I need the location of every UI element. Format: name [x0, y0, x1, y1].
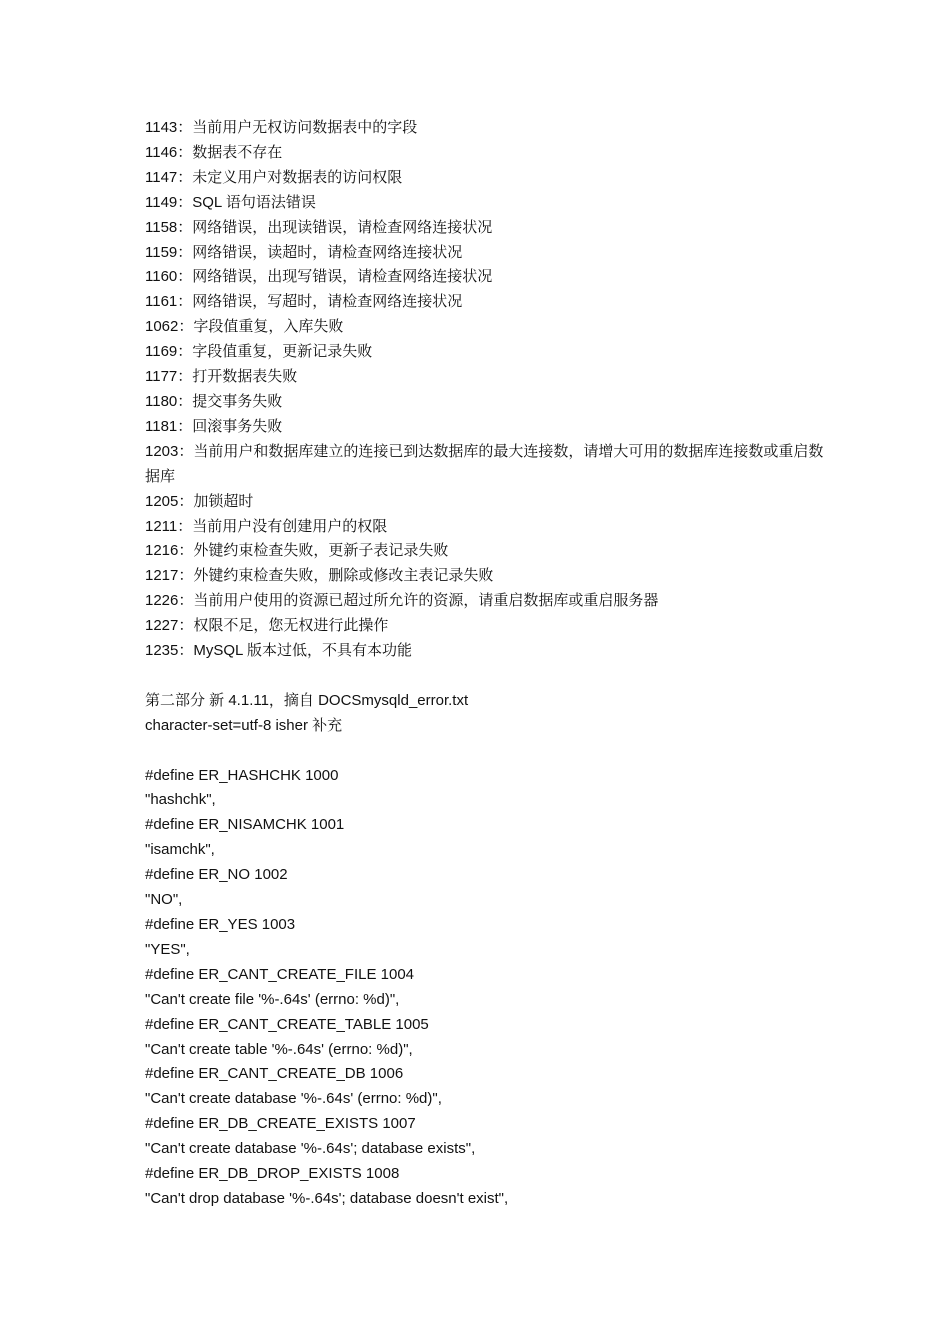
define-line: #define ER_DB_DROP_EXISTS 1008: [145, 1165, 400, 1183]
error-code-line-1143: 1143：当前用户无权访问数据表中的字段: [145, 119, 418, 136]
error-code-line-1205: 1205：加锁超时: [145, 492, 254, 510]
message-line: "hashchk",: [145, 791, 216, 809]
message-line: "YES",: [145, 940, 190, 958]
section-title: 第二部分 新 4.1.11，摘自 DOCSmysqld_error.txt: [145, 691, 469, 709]
error-code-line-1216: 1216：外键约束检查失败，更新子表记录失败: [145, 542, 449, 560]
error-code-line-1169: 1169：字段值重复，更新记录失败: [145, 343, 373, 361]
define-line: #define ER_NISAMCHK 1001: [145, 816, 345, 834]
define-line: #define ER_CANT_CREATE_FILE 1004: [145, 965, 415, 983]
message-line: "Can't create file '%-.64s' (errno: %d)",: [145, 990, 400, 1008]
error-code-line-1177: 1177：打开数据表失败: [145, 368, 298, 386]
message-line: "isamchk",: [145, 841, 215, 859]
section-heading: [145, 689, 825, 739]
document-body: [145, 116, 825, 1212]
error-code-line-1211: 1211：当前用户没有创建用户的权限: [145, 517, 388, 535]
section-charset-note: character-set=utf-8 isher 补充: [145, 716, 343, 734]
error-code-line-1062: 1062：字段值重复，入库失败: [145, 318, 344, 336]
error-code-line-1226: 1226：当前用户使用的资源已超过所允许的资源，请重启数据库或重启服务器: [145, 592, 659, 610]
blank-line: [145, 664, 825, 689]
message-line: "Can't drop database '%-.64s'; database doesn't exist",: [145, 1189, 509, 1207]
error-code-line-1180: 1180：提交事务失败: [145, 392, 283, 410]
error-code-line-1203: 1203：当前用户和数据库建立的连接已到达数据库的最大连接数，请增大可用的数据库连接数或重启数据库: [145, 442, 824, 485]
error-code-line-1227: 1227：权限不足，您无权进行此操作: [145, 617, 389, 635]
message-line: "Can't create database '%-.64s'; database exists",: [145, 1140, 476, 1158]
define-list: [145, 764, 825, 1212]
error-code-line-1160: 1160：网络错误，出现写错误，请检查网络连接状况: [145, 268, 493, 286]
error-code-line-1158: 1158：网络错误，出现读错误，请检查网络连接状况: [145, 218, 493, 236]
define-line: #define ER_HASHCHK 1000: [145, 766, 339, 784]
error-code-line-1159: 1159：网络错误，读超时，请检查网络连接状况: [145, 243, 463, 261]
define-line: #define ER_CANT_CREATE_TABLE 1005: [145, 1015, 429, 1033]
error-code-line-1147: 1147：未定义用户对数据表的访问权限: [145, 168, 403, 186]
error-code-line-1181: 1181：回滚事务失败: [145, 417, 283, 435]
define-line: #define ER_NO 1002: [145, 866, 288, 884]
error-code-line-1235: 1235：MySQL 版本过低，不具有本功能: [145, 642, 412, 660]
define-line: #define ER_YES 1003: [145, 915, 296, 933]
blank-line: [145, 739, 825, 764]
error-code-list: [145, 116, 825, 664]
error-code-line-1217: 1217：外键约束检查失败，删除或修改主表记录失败: [145, 567, 494, 585]
define-line: #define ER_CANT_CREATE_DB 1006: [145, 1065, 404, 1083]
error-code-line-1146: 1146：数据表不存在: [145, 143, 283, 161]
message-line: "NO",: [145, 891, 183, 909]
error-code-line-1161: 1161：网络错误，写超时，请检查网络连接状况: [145, 293, 463, 311]
message-line: "Can't create database '%-.64s' (errno: %d)",: [145, 1090, 442, 1108]
message-line: "Can't create table '%-.64s' (errno: %d)",: [145, 1040, 413, 1058]
define-line: #define ER_DB_CREATE_EXISTS 1007: [145, 1115, 416, 1133]
error-code-line-1149: 1149：SQL 语句语法错误: [145, 193, 316, 211]
